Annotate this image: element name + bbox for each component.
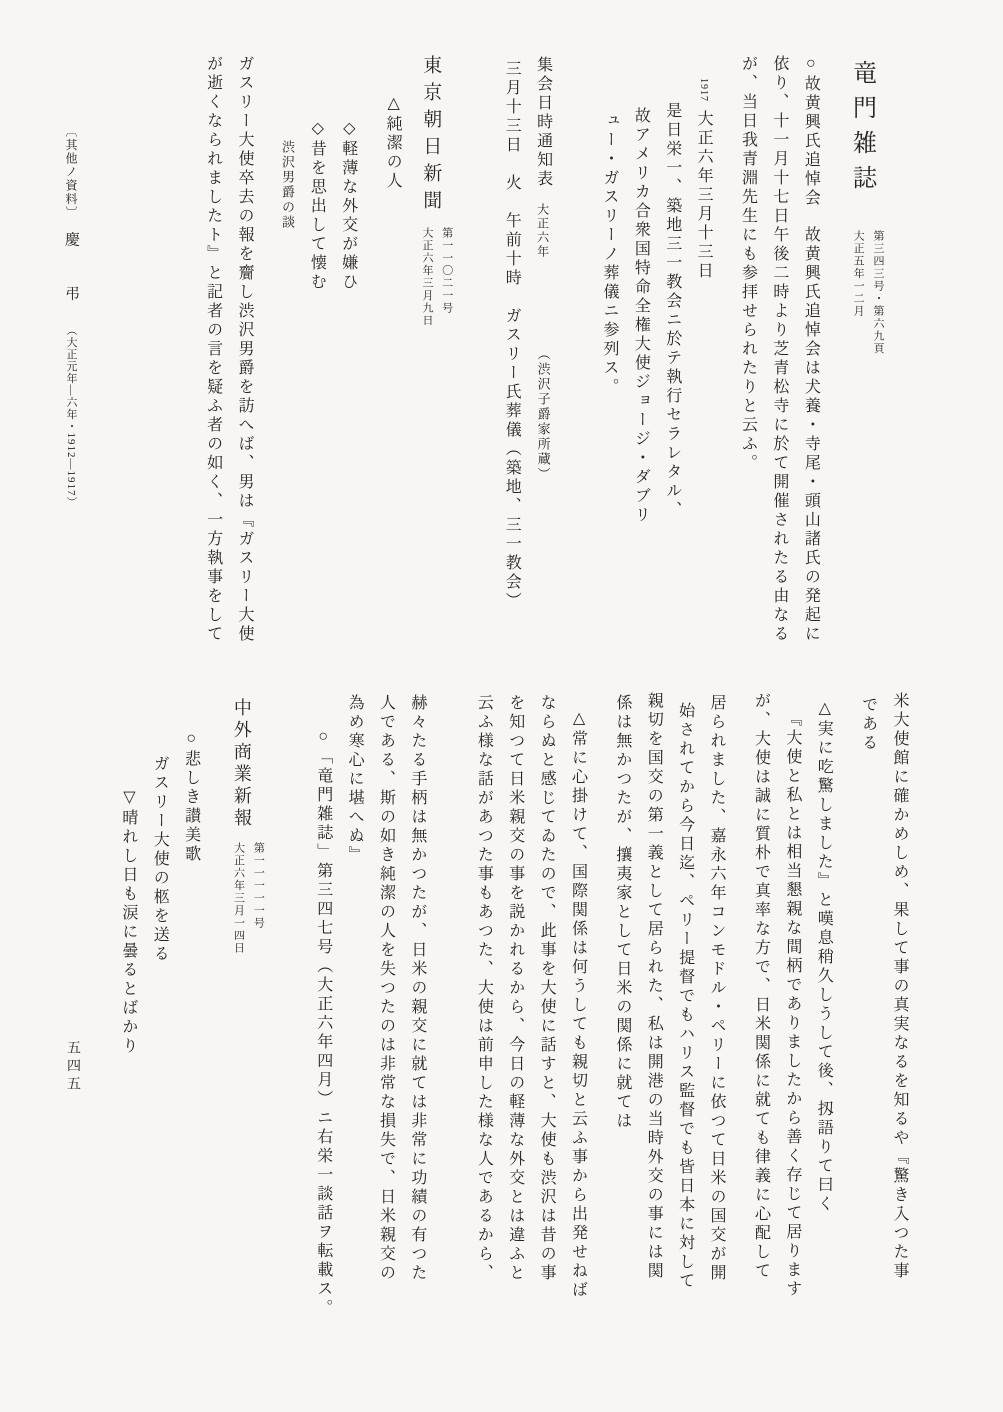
margin-year-range: （大正元年―六年・1912―1917） bbox=[65, 324, 77, 509]
funeral-year-western: 1917 bbox=[698, 78, 710, 102]
asahi-headline1: △純潔の人 bbox=[384, 93, 402, 191]
journal-date-info: 大正五年一二月 bbox=[852, 230, 865, 318]
asahi-header-column bbox=[414, 48, 454, 693]
interview-line: である bbox=[859, 696, 877, 753]
asahi-line1: ガスリー大使卒去の報を齎し渋沢男爵を訪へば、男は『ガスリー大使 bbox=[236, 55, 253, 644]
interview-line: 云ふ様な話があつた事もあつた、大使は前申した様な人であるから、 bbox=[475, 694, 493, 1283]
interview-line: 係は無かつたが、攘夷家として日米の関係に就ては bbox=[613, 694, 631, 1131]
journal-issue-info: 第三四三号・第六九頁 bbox=[872, 230, 884, 355]
interview-line: 始されてから今日迄、ペリー提督でもハリス監督でも皆日本に対して bbox=[676, 702, 694, 1291]
interview-line: 米大使館に確かめしめ、果して事の真実なるを知るや『驚き入つた事 bbox=[891, 692, 908, 1281]
spacer bbox=[71, 220, 72, 232]
interview-line: △実に吃驚しました』と嘆息稍久しうして後、扨語りて曰く bbox=[815, 698, 833, 1214]
interview-line: 人である、斯の如き純潔の人を失つたのは非常な損失で、日米親交の bbox=[377, 694, 395, 1283]
chugai-name: 中外商業新報 bbox=[231, 698, 252, 830]
meeting-notice-column bbox=[533, 48, 551, 693]
funeral-date-column bbox=[694, 48, 712, 693]
chugai-issue: 第一一一一一号 bbox=[252, 842, 265, 930]
meeting-notice-title: 集会日時通知表 bbox=[534, 56, 552, 189]
chugai-header-info bbox=[226, 842, 266, 955]
margin-section-title: 慶 弔 bbox=[63, 231, 79, 313]
funeral-line3: ュー・ガスリーノ葬儀ニ参列ス。 bbox=[600, 112, 618, 397]
asahi-headline2: ◇軽薄な外交が嫌ひ bbox=[339, 118, 357, 292]
memorial-line1: 故黄興氏追悼会は犬養・寺尾・頭山諸氏の発起に bbox=[802, 226, 820, 644]
spacer bbox=[542, 189, 543, 203]
journal-header-column bbox=[845, 48, 885, 693]
interview-line: △常に心掛けて、国際関係は何うしても親切と云ふ事から出発せねば bbox=[569, 708, 587, 1300]
meeting-notice-entry: 三月十三日 火 午前十時 ガスリー氏葬儀（築地、三一教会） bbox=[503, 60, 521, 611]
funeral-line1: 是日栄一、築地三一教会ニ於テ執行セラレタル、 bbox=[663, 102, 681, 520]
journal-title: 竜門雑誌 bbox=[848, 60, 875, 200]
margin-category: 〔其他ノ資料〕 bbox=[64, 125, 78, 220]
margin-section-label bbox=[62, 125, 80, 665]
chugai-verse: ▽晴れし日も涙に曇るとばかり bbox=[119, 787, 137, 1056]
asahi-byline: 渋沢男爵の談 bbox=[279, 140, 295, 230]
chugai-headline: ○悲しき讃美歌 bbox=[182, 730, 200, 864]
meeting-notice-year: 大正六年 bbox=[535, 203, 550, 259]
interview-line: を知つて日米親交の事を説かれるから、今日の軽薄な外交とは違ふと bbox=[506, 694, 524, 1283]
interview-line: ならぬと感じてゐたので、此事を大使に話すと、大使も渋沢は昔の事 bbox=[538, 694, 556, 1283]
asahi-date: 大正六年三月九日 bbox=[420, 227, 433, 327]
asahi-header-info bbox=[414, 227, 454, 327]
memorial-line3: が、当日我青淵先生にも参拝せられたりと云ふ。 bbox=[739, 55, 757, 473]
memorial-heading-column bbox=[801, 48, 819, 693]
spacer bbox=[241, 830, 242, 842]
interview-line: 居られました、嘉永六年コンモドル・ペリーに依つて日米の国交が開 bbox=[708, 694, 726, 1283]
spacer bbox=[861, 200, 862, 230]
funeral-date: 大正六年三月十三日 bbox=[695, 110, 713, 281]
page-number: 五四五 bbox=[65, 1040, 80, 1094]
top-section bbox=[190, 48, 885, 693]
interview-line: 親切を国交の第一義として居られた、私は開港の当時外交の事には関 bbox=[645, 692, 663, 1281]
journal-header-info bbox=[845, 230, 885, 355]
funeral-line2: 故アメリカ合衆国特命全権大使ジョージ・ダブリ bbox=[632, 107, 650, 525]
memorial-heading: ○故黄興氏追悼会 bbox=[802, 55, 820, 208]
memorial-line2: 依り、十一月十七日午後二時より芝青松寺に於て開催されたる由なる bbox=[770, 55, 788, 644]
asahi-issue: 第一一〇二一号 bbox=[440, 227, 453, 315]
asahi-line2: が逝くなられましたト』と記者の言を疑ふ者の如く、一方執事をして bbox=[204, 55, 222, 644]
asahi-headline3: ◇昔を思出して懐む bbox=[308, 118, 326, 292]
bottom-section bbox=[106, 688, 909, 1338]
meeting-notice-source: （渋沢子爵家所蔵） bbox=[535, 347, 551, 482]
chugai-header-column bbox=[226, 688, 266, 1338]
chugai-subheadline: ガスリー大使の柩を送る bbox=[151, 755, 169, 964]
spacer bbox=[71, 313, 72, 325]
chugai-date: 大正六年三月一四日 bbox=[232, 842, 245, 955]
interview-line: 『大使と私とは相当懇親な間柄でありましたから善く存じて居ります bbox=[783, 710, 801, 1299]
interview-line: が、大使は誠に質朴で真率な方で、日米関係に就ても律義に心配して bbox=[752, 692, 770, 1281]
interview-line: 赫々たる手柄は無かつたが、日米の親交に就ては非常に功績の有つた bbox=[408, 694, 426, 1283]
spacer bbox=[810, 208, 811, 226]
interview-source-note: ○「竜門雑誌」第三四七号（大正六年四月）ニ右栄一談話ヲ転載ス。 bbox=[314, 728, 332, 1318]
asahi-name: 東京朝日新聞 bbox=[420, 55, 442, 217]
spacer bbox=[430, 217, 431, 227]
spacer bbox=[703, 102, 704, 110]
interview-line: 為め寒心に堪へぬ』 bbox=[346, 694, 364, 865]
spacer bbox=[542, 259, 543, 347]
